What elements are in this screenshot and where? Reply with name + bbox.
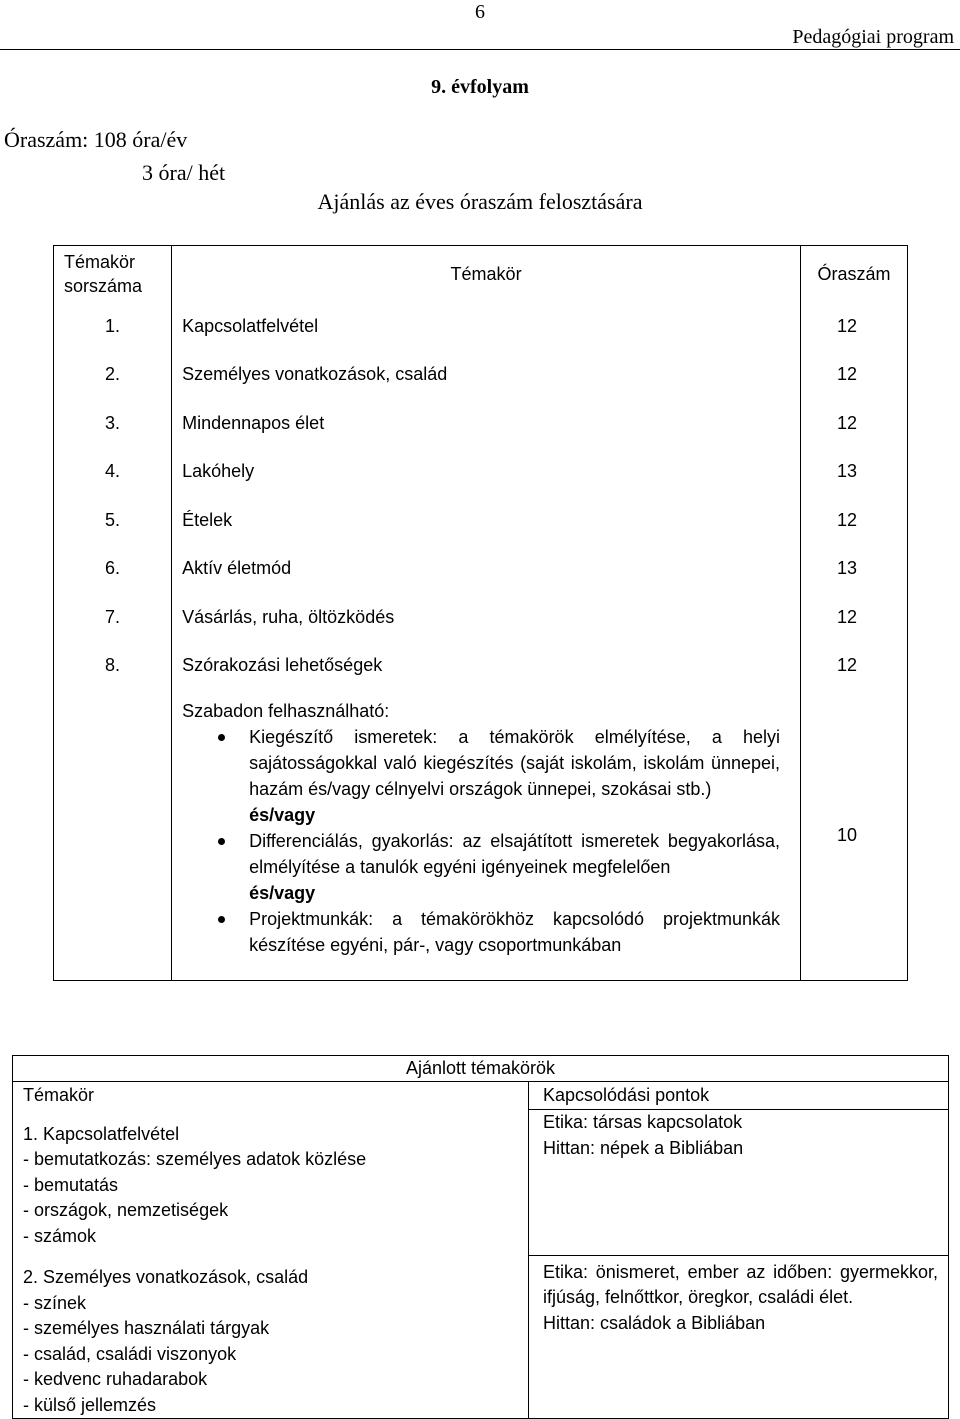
row-topic: Mindennapos élet bbox=[172, 399, 801, 448]
table-row bbox=[54, 448, 908, 497]
row-topic: Vásárlás, ruha, öltözködés bbox=[172, 593, 801, 642]
section-topic-cell bbox=[13, 1110, 529, 1256]
table-row bbox=[54, 496, 908, 545]
row-topic: Szórakozási lehetőségek bbox=[172, 642, 801, 691]
section-topic-cell bbox=[13, 1255, 529, 1419]
list-item: - számok bbox=[23, 1225, 97, 1246]
link-item: Hittan: népek a Bibliában bbox=[543, 1137, 744, 1158]
table-row bbox=[54, 351, 908, 400]
row-topic: Személyes vonatkozások, család bbox=[172, 351, 801, 400]
header-divider bbox=[0, 49, 960, 50]
free-use-list bbox=[182, 906, 780, 958]
free-use-item: Kiegészítő ismeretek: a témakörök elmélyítése, a helyi sajátosságokkal való kiegészítés (saját iskolám, iskolám ünnepei, hazám és/vagy célnyelvi országok ünnepei, szokásai stb.) bbox=[182, 724, 780, 802]
table-row bbox=[54, 545, 908, 594]
row-hours: 12 bbox=[801, 593, 908, 642]
row-number: 6. bbox=[54, 545, 172, 594]
page-number: 6 bbox=[475, 1, 485, 23]
free-use-list bbox=[182, 828, 780, 880]
row-hours: 12 bbox=[801, 642, 908, 691]
free-use-hours: 10 bbox=[801, 690, 908, 981]
list-item: - külső jellemzés bbox=[23, 1394, 157, 1415]
recommended-topics-title: Ajánlott témakörök bbox=[13, 1056, 949, 1082]
col-links-header: Kapcsolódási pontok bbox=[529, 1082, 949, 1110]
free-use-title: Szabadon felhasználható: bbox=[182, 701, 390, 721]
table-row bbox=[54, 593, 908, 642]
recommendation-title: Ajánlás az éves óraszám felosztására bbox=[317, 189, 643, 214]
free-use-item: Projektmunkák: a témakörökhöz kapcsolódó projektmunkák készítése egyéni, pár-, vagy csoportmunkában bbox=[182, 906, 780, 958]
row-hours: 12 bbox=[801, 399, 908, 448]
header-number: Témakör sorszáma bbox=[54, 246, 172, 303]
row-topic: Aktív életmód bbox=[172, 545, 801, 594]
free-use-item: Differenciálás, gyakorlás: az elsajátított ismeretek begyakorlása, elmélyítése a tanulók egyéni igényeinek megfelelően bbox=[182, 828, 780, 880]
hours-per-year: Óraszám: 108 óra/év bbox=[4, 127, 188, 152]
document-title: Pedagógiai program bbox=[792, 26, 954, 48]
table-row bbox=[54, 642, 908, 691]
free-use-list bbox=[182, 724, 780, 802]
list-item: - család, családi viszonyok bbox=[23, 1343, 237, 1364]
row-number: 5. bbox=[54, 496, 172, 545]
row-number: 7. bbox=[54, 593, 172, 642]
table-header-row bbox=[54, 246, 908, 303]
table-row bbox=[54, 302, 908, 351]
link-item: Etika: önismeret, ember az időben: gyermekkor, ifjúság, felnőttkor, öregkor, családi élet. bbox=[543, 1261, 938, 1307]
link-item: Etika: társas kapcsolatok bbox=[543, 1112, 743, 1132]
header-topic: Témakör bbox=[172, 246, 801, 303]
list-item: - színek bbox=[23, 1292, 87, 1313]
free-use-row bbox=[54, 690, 908, 981]
section-links-cell bbox=[529, 1110, 949, 1256]
list-item: - országok, nemzetiségek bbox=[23, 1200, 229, 1220]
free-use-number-cell bbox=[54, 690, 172, 981]
section-heading: 1. Kapcsolatfelvétel bbox=[23, 1123, 180, 1144]
row-topic: Ételek bbox=[172, 496, 801, 545]
list-item: - bemutatkozás: személyes adatok közlése bbox=[23, 1149, 367, 1169]
header-hours: Óraszám bbox=[801, 246, 908, 303]
row-topic: Kapcsolatfelvétel bbox=[172, 302, 801, 351]
table-row bbox=[54, 399, 908, 448]
row-topic: Lakóhely bbox=[172, 448, 801, 497]
free-use-content bbox=[172, 690, 801, 981]
row-number: 3. bbox=[54, 399, 172, 448]
row-number: 1. bbox=[54, 302, 172, 351]
list-item: - személyes használati tárgyak bbox=[23, 1318, 270, 1338]
section-heading: 2. Személyes vonatkozások, család bbox=[23, 1267, 309, 1287]
row-hours: 12 bbox=[801, 496, 908, 545]
list-item: - bemutatás bbox=[23, 1174, 119, 1195]
grade-heading: 9. évfolyam bbox=[431, 76, 529, 98]
hours-allocation-table bbox=[53, 245, 908, 981]
hours-per-week: 3 óra/ hét bbox=[142, 160, 226, 185]
row-number: 4. bbox=[54, 448, 172, 497]
row-number: 8. bbox=[54, 642, 172, 691]
section-links-cell bbox=[529, 1255, 949, 1419]
recommended-topics-table bbox=[12, 1055, 949, 1419]
list-item: - kedvenc ruhadarabok bbox=[23, 1369, 208, 1389]
row-hours: 13 bbox=[801, 448, 908, 497]
row-hours: 12 bbox=[801, 302, 908, 351]
col-topic-header: Témakör bbox=[13, 1082, 529, 1110]
connector-text: és/vagy bbox=[249, 883, 316, 903]
link-item: Hittan: családok a Bibliában bbox=[543, 1312, 766, 1333]
row-number: 2. bbox=[54, 351, 172, 400]
connector-text: és/vagy bbox=[249, 805, 316, 825]
row-hours: 13 bbox=[801, 545, 908, 594]
row-hours: 12 bbox=[801, 351, 908, 400]
